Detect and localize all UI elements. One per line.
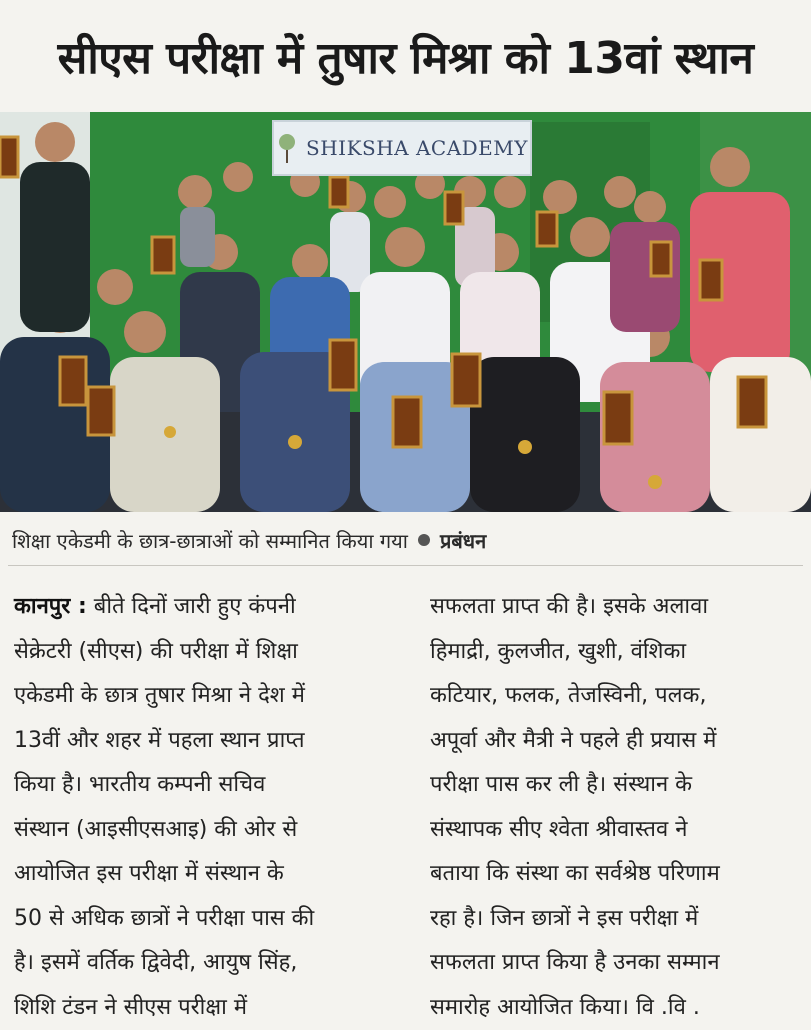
dateline: कानपुर :: [14, 594, 87, 619]
group-photo: [0, 112, 811, 512]
article-line: सफलता प्राप्त की है। इसके अलावा: [430, 585, 805, 630]
article-line: एकेडमी के छात्र तुषार मिश्रा ने देश में: [14, 674, 394, 719]
academy-banner-text: SHIKSHA ACADEMY: [306, 136, 528, 160]
article-column-left: [14, 585, 394, 1030]
article-line: किया है। भारतीय कम्पनी सचिव: [14, 763, 394, 808]
photo-caption: [0, 518, 811, 562]
article-line: है। इसमें वर्तिक द्विवेदी, आयुष सिंह,: [14, 941, 394, 986]
academy-banner: [272, 120, 532, 176]
article-line: 13वीं और शहर में पहला स्थान प्राप्त: [14, 719, 394, 764]
article-column-right: [430, 585, 805, 1030]
headline: सीएस परीक्षा में तुषार मिश्रा को 13वां स्थान: [0, 0, 811, 112]
tree-logo-icon: [276, 133, 298, 163]
caption-text: शिक्षा एकेडमी के छात्र-छात्राओं को सम्मानित किया गया: [12, 527, 408, 554]
article-line: सफलता प्राप्त किया है उनका सम्मान: [430, 941, 805, 986]
article-line: परीक्षा पास कर ली है। संस्थान के: [430, 763, 805, 808]
article-line: अपूर्वा और मैत्री ने पहले ही प्रयास में: [430, 719, 805, 764]
article-line: बताया कि संस्था का सर्वश्रेष्ठ परिणाम: [430, 852, 805, 897]
article-line: समारोह आयोजित किया। वि .वि .: [430, 986, 805, 1030]
bullet-icon: [418, 534, 430, 546]
article-line: 50 से अधिक छात्रों ने परीक्षा पास की: [14, 897, 394, 942]
article-line: शिशि टंडन ने सीएस परीक्षा में: [14, 986, 394, 1030]
article-line: आयोजित इस परीक्षा में संस्थान के: [14, 852, 394, 897]
article-line: कानपुर : बीते दिनों जारी हुए कंपनी: [14, 585, 394, 630]
article-line: रहा है। जिन छात्रों ने इस परीक्षा में: [430, 897, 805, 942]
caption-credit: प्रबंधन: [440, 527, 486, 554]
article-line: सेक्रेटरी (सीएस) की परीक्षा में शिक्षा: [14, 630, 394, 675]
article-line: हिमाद्री, कुलजीत, खुशी, वंशिका: [430, 630, 805, 675]
article-line: कटियार, फलक, तेजस्विनी, पलक,: [430, 674, 805, 719]
article-line: संस्थान (आइसीएसआइ) की ओर से: [14, 808, 394, 853]
article-line: संस्थापक सीए श्वेता श्रीवास्तव ने: [430, 808, 805, 853]
divider: [8, 565, 803, 566]
